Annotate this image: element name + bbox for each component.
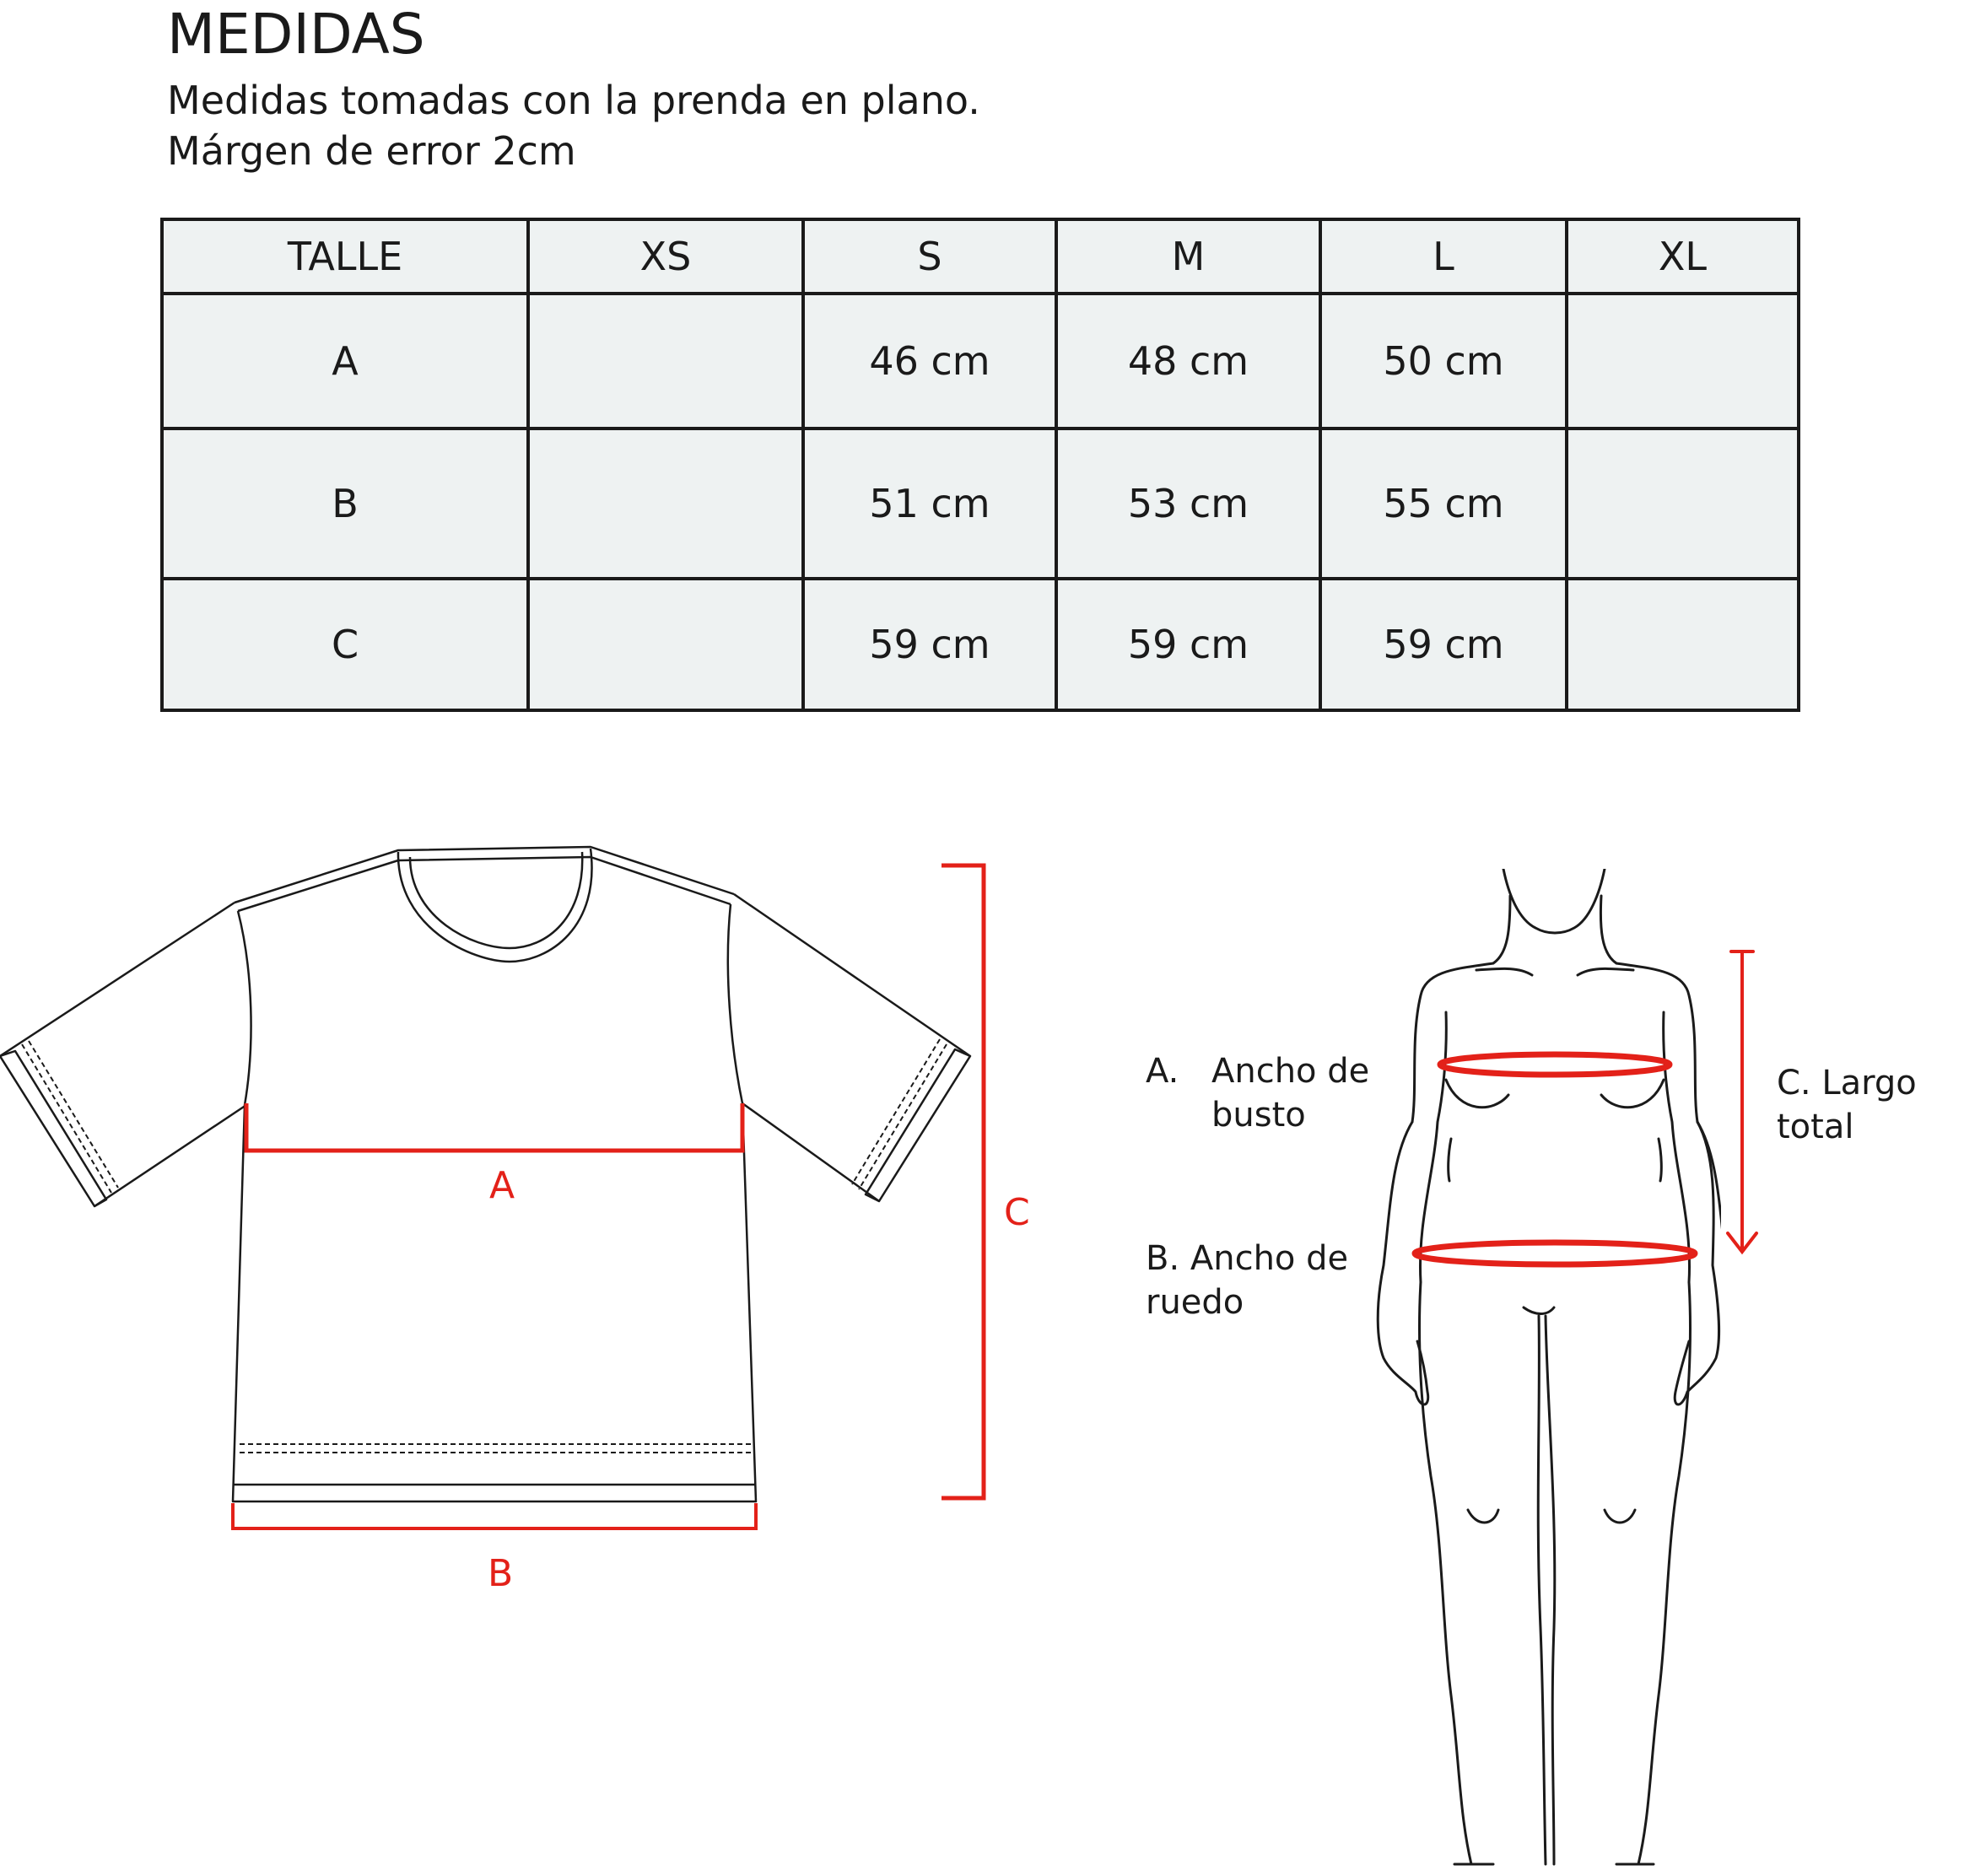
- table-row: [162, 429, 1799, 579]
- table-cell: [1567, 579, 1799, 710]
- col-header-talle: TALLE: [162, 219, 528, 294]
- body-label-a-line2: busto: [1211, 1096, 1306, 1135]
- table-cell: [528, 294, 803, 429]
- table-cell: 53 cm: [1056, 429, 1320, 579]
- size-table: [160, 218, 1800, 712]
- body-label-c-line2: total: [1777, 1108, 1854, 1146]
- row-label: A: [162, 294, 528, 429]
- subtitle-error-margin: Márgen de error 2cm: [167, 128, 576, 174]
- tshirt-sketch: [0, 835, 1012, 1594]
- table-cell: [528, 429, 803, 579]
- body-label-a-line1: Ancho de: [1211, 1052, 1370, 1091]
- table-row: [162, 294, 1799, 429]
- col-header-xs: XS: [528, 219, 803, 294]
- table-cell: 50 cm: [1320, 294, 1567, 429]
- col-header-xl: XL: [1567, 219, 1799, 294]
- row-label: C: [162, 579, 528, 710]
- body-label-b-line1: B. Ancho de: [1146, 1239, 1349, 1278]
- table-cell: 59 cm: [803, 579, 1056, 710]
- body-label-a-prefix: A.: [1146, 1052, 1179, 1091]
- table-cell: 46 cm: [803, 294, 1056, 429]
- body-label-c-line1: C. Largo: [1777, 1064, 1917, 1102]
- table-row: [162, 579, 1799, 710]
- table-cell: 51 cm: [803, 429, 1056, 579]
- shirt-label-a: A: [489, 1164, 515, 1207]
- shirt-label-c: C: [1004, 1191, 1030, 1234]
- table-cell: 59 cm: [1320, 579, 1567, 710]
- page-title: MEDIDAS: [167, 2, 425, 67]
- row-label: B: [162, 429, 528, 579]
- length-arrow: [1721, 945, 1763, 1265]
- table-cell: 48 cm: [1056, 294, 1320, 429]
- table-cell: [528, 579, 803, 710]
- table-cell: [1567, 429, 1799, 579]
- col-header-m: M: [1056, 219, 1320, 294]
- body-label-b-line2: ruedo: [1146, 1283, 1244, 1322]
- table-cell: 59 cm: [1056, 579, 1320, 710]
- table-cell: [1567, 294, 1799, 429]
- table-header-row: [162, 219, 1799, 294]
- shirt-label-b: B: [488, 1552, 514, 1595]
- table-cell: 55 cm: [1320, 429, 1567, 579]
- col-header-l: L: [1320, 219, 1567, 294]
- col-header-s: S: [803, 219, 1056, 294]
- subtitle-flat-measure: Medidas tomadas con la prenda en plano.: [167, 78, 980, 123]
- body-figure: [1367, 869, 1721, 1876]
